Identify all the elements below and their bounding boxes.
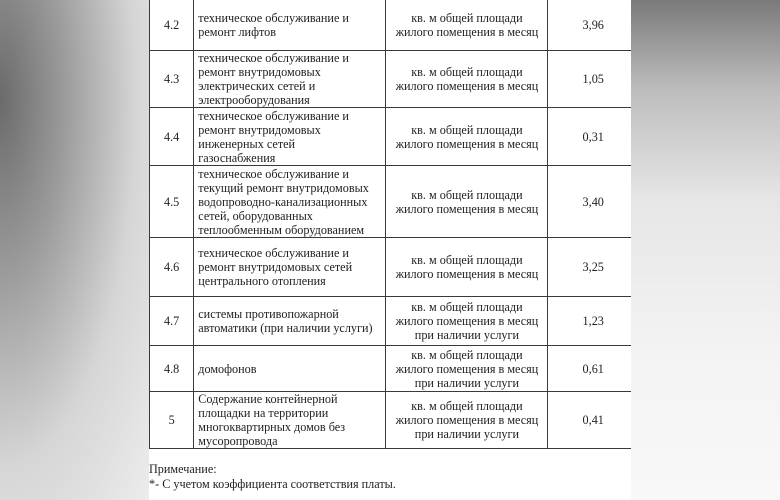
service-name [194, 346, 386, 392]
service-name-line: многоквартирных домов без [198, 420, 346, 434]
unit-line: при наличии услуги [414, 427, 520, 441]
row-number: 4.7 [150, 297, 194, 346]
service-name-line: техническое обслуживание и [198, 51, 349, 65]
service-name-line: техническое обслуживание и [198, 246, 349, 260]
unit-line: жилого помещения в месяц [395, 79, 539, 93]
service-name-line: автоматики (при наличии услуги) [198, 321, 373, 335]
service-name-line: мусоропровода [198, 434, 278, 448]
footnote-title: Примечание: [149, 462, 217, 476]
row-number: 4.8 [150, 346, 194, 392]
service-name-line: системы противопожарной [198, 307, 339, 321]
service-name [194, 166, 386, 238]
tariff-table [149, 0, 631, 449]
unit-of-measure [386, 51, 548, 108]
footnote-text: *- С учетом коэффициента соответствия платы. [149, 477, 396, 491]
service-name-line: теплообменным оборудованием [198, 222, 365, 237]
background-right [631, 0, 780, 500]
service-name-line: водопроводно-канализационных [198, 194, 368, 209]
unit-line: жилого помещения в месяц [395, 24, 539, 39]
tariff-value: 0,41 [548, 392, 631, 449]
service-name [194, 238, 386, 297]
row-number: 4.3 [150, 51, 194, 108]
service-name [194, 51, 386, 108]
tariff-value: 3,40 [548, 166, 631, 238]
service-name-line: центрального отопления [198, 274, 326, 288]
unit-of-measure [386, 0, 548, 51]
table-row [150, 166, 632, 238]
row-number: 4.5 [150, 166, 194, 238]
unit-line: кв. м общей площади [411, 122, 523, 137]
footnote [149, 462, 396, 492]
unit-of-measure [386, 392, 548, 449]
service-name-line: текущий ремонт внутридомовых [198, 180, 369, 195]
tariff-value: 1,05 [548, 51, 631, 108]
tariff-value: 3,96 [548, 0, 631, 51]
service-name-line: техническое обслуживание и [198, 10, 349, 25]
unit-line: жилого помещения в месяц [395, 136, 539, 151]
service-name [194, 392, 386, 449]
unit-line: при наличии услуги [414, 328, 520, 342]
unit-line: жилого помещения в месяц [395, 314, 539, 328]
unit-of-measure [386, 108, 548, 166]
document-page [149, 0, 631, 500]
service-name [194, 297, 386, 346]
table-row [150, 297, 632, 346]
table-row [150, 392, 632, 449]
unit-line: жилого помещения в месяц [395, 201, 539, 216]
tariff-value: 0,61 [548, 346, 631, 392]
row-number: 5 [150, 392, 194, 449]
service-name-line: ремонт внутридомовых сетей [198, 260, 353, 274]
unit-line: жилого помещения в месяц [395, 361, 539, 376]
tariff-value: 3,25 [548, 238, 631, 297]
unit-line: кв. м общей площади [411, 300, 523, 314]
service-name-line: ремонт внутридомовых [198, 122, 321, 137]
table-row [150, 0, 632, 51]
unit-line: кв. м общей площади [411, 399, 523, 413]
unit-line: кв. м общей площади [411, 187, 523, 202]
service-name-line: Содержание контейнерной [198, 392, 338, 406]
table-row [150, 108, 632, 166]
unit-line: жилого помещения в месяц [395, 413, 539, 427]
unit-of-measure [386, 297, 548, 346]
row-number: 4.4 [150, 108, 194, 166]
unit-of-measure [386, 346, 548, 392]
unit-line: при наличии услуги [414, 375, 520, 390]
service-name [194, 108, 386, 166]
table-row [150, 238, 632, 297]
tariff-value: 1,23 [548, 297, 631, 346]
tariff-value: 0,31 [548, 108, 631, 166]
unit-of-measure [386, 166, 548, 238]
service-name-line: сетей, оборудованных [198, 208, 313, 223]
unit-line: кв. м общей площади [411, 253, 523, 267]
table-row [150, 346, 632, 392]
unit-line: кв. м общей площади [411, 65, 523, 79]
service-name-line: домофонов [198, 361, 257, 376]
service-name-line: инженерных сетей [198, 136, 296, 151]
service-name-line: электрооборудования [198, 93, 310, 107]
service-name-line: электрических сетей и [198, 79, 316, 93]
service-name-line: площадки на территории [198, 406, 329, 420]
service-name-line: ремонт лифтов [198, 24, 276, 39]
service-name-line: ремонт внутридомовых [198, 65, 321, 79]
table-row [150, 51, 632, 108]
row-number: 4.6 [150, 238, 194, 297]
service-name [194, 0, 386, 51]
unit-line: кв. м общей площади [411, 347, 523, 362]
unit-line: жилого помещения в месяц [395, 267, 539, 281]
unit-line: кв. м общей площади [411, 10, 523, 25]
background-left [0, 0, 149, 500]
service-name-line: техническое обслуживание и [198, 166, 349, 181]
service-name-line: газоснабжения [198, 150, 276, 165]
row-number: 4.2 [150, 0, 194, 51]
service-name-line: техническое обслуживание и [198, 108, 349, 123]
unit-of-measure [386, 238, 548, 297]
